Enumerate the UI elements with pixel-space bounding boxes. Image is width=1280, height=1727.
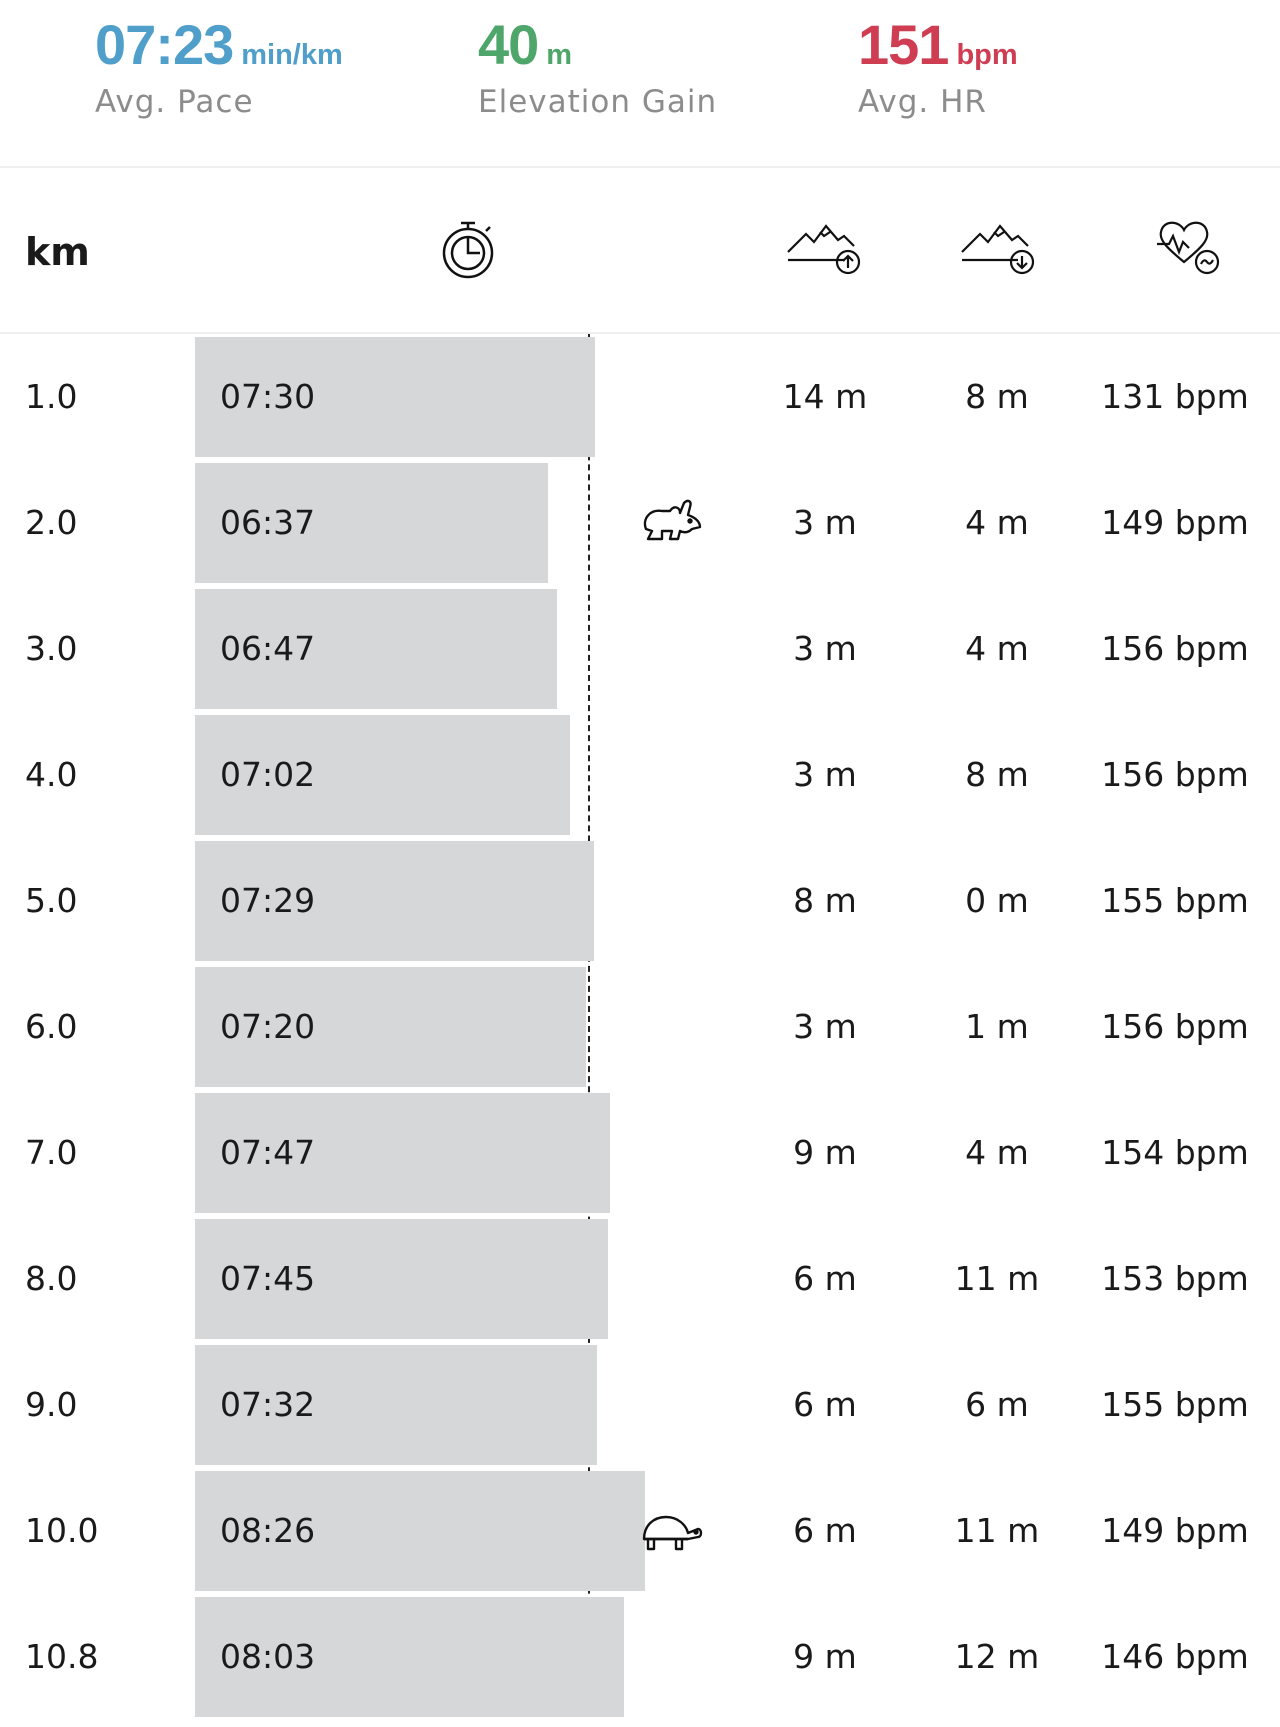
- avg-pace-unit: min/km: [241, 39, 343, 71]
- split-heart-rate: 156 bpm: [1101, 1007, 1249, 1046]
- elevation-gain-stat: [478, 14, 717, 120]
- split-elevation-up: 9 m: [793, 1637, 857, 1676]
- split-km: 8.0: [25, 1259, 78, 1298]
- avg-hr-unit: bpm: [956, 39, 1018, 71]
- turtle-icon: [640, 1503, 704, 1563]
- split-pace: 07:20: [220, 1007, 316, 1046]
- split-km: 5.0: [25, 881, 78, 920]
- split-row[interactable]: [0, 586, 1280, 712]
- split-elevation-down: 4 m: [965, 1133, 1029, 1172]
- split-km: 7.0: [25, 1133, 78, 1172]
- split-elevation-up: 8 m: [793, 881, 857, 920]
- elevation-gain-unit: m: [546, 39, 573, 71]
- summary-stats: [0, 0, 1280, 168]
- avg-hr-label: Avg. HR: [858, 84, 987, 120]
- split-row[interactable]: [0, 1594, 1280, 1720]
- split-heart-rate: 131 bpm: [1101, 377, 1249, 416]
- avg-hr-value: 151: [858, 13, 949, 76]
- split-heart-rate: 154 bpm: [1101, 1133, 1249, 1172]
- elevation-gain-value: 40: [478, 13, 539, 76]
- split-pace: 07:32: [220, 1385, 316, 1424]
- heart-rate-icon: [1155, 218, 1221, 282]
- splits-list: [0, 334, 1280, 1720]
- stopwatch-icon: [440, 218, 496, 284]
- elevation-up-icon: [786, 220, 862, 280]
- rabbit-icon: [640, 495, 704, 555]
- split-elevation-down: 8 m: [965, 755, 1029, 794]
- split-row[interactable]: [0, 712, 1280, 838]
- split-row[interactable]: [0, 1468, 1280, 1594]
- split-km: 1.0: [25, 377, 78, 416]
- elevation-down-icon: [960, 220, 1036, 280]
- split-pace: 06:47: [220, 629, 316, 668]
- split-heart-rate: 156 bpm: [1101, 629, 1249, 668]
- km-column-header: km: [25, 230, 90, 274]
- split-elevation-down: 4 m: [965, 629, 1029, 668]
- split-elevation-up: 3 m: [793, 1007, 857, 1046]
- split-row[interactable]: [0, 334, 1280, 460]
- split-elevation-down: 8 m: [965, 377, 1029, 416]
- split-pace: 08:03: [220, 1637, 316, 1676]
- avg-pace-stat: [95, 14, 343, 120]
- split-elevation-down: 6 m: [965, 1385, 1029, 1424]
- split-km: 3.0: [25, 629, 78, 668]
- split-km: 2.0: [25, 503, 78, 542]
- split-elevation-down: 4 m: [965, 503, 1029, 542]
- split-km: 6.0: [25, 1007, 78, 1046]
- split-heart-rate: 149 bpm: [1101, 1511, 1249, 1550]
- split-elevation-up: 3 m: [793, 755, 857, 794]
- split-pace: 07:47: [220, 1133, 316, 1172]
- split-row[interactable]: [0, 1090, 1280, 1216]
- split-elevation-down: 11 m: [954, 1511, 1040, 1550]
- split-pace: 07:30: [220, 377, 316, 416]
- avg-pace-label: Avg. Pace: [95, 84, 254, 120]
- split-km: 4.0: [25, 755, 78, 794]
- avg-pace-value-line: [95, 14, 343, 76]
- split-heart-rate: 156 bpm: [1101, 755, 1249, 794]
- split-elevation-up: 3 m: [793, 503, 857, 542]
- split-elevation-down: 0 m: [965, 881, 1029, 920]
- split-km: 10.0: [25, 1511, 99, 1550]
- split-row[interactable]: [0, 838, 1280, 964]
- split-elevation-up: 6 m: [793, 1259, 857, 1298]
- split-row[interactable]: [0, 460, 1280, 586]
- elevation-gain-value-line: [478, 14, 717, 76]
- split-row[interactable]: [0, 1342, 1280, 1468]
- split-elevation-down: 12 m: [954, 1637, 1040, 1676]
- split-row[interactable]: [0, 1216, 1280, 1342]
- split-pace: 06:37: [220, 503, 316, 542]
- avg-pace-value: 07:23: [95, 13, 234, 76]
- splits-header: [0, 168, 1280, 334]
- split-elevation-down: 11 m: [954, 1259, 1040, 1298]
- split-heart-rate: 149 bpm: [1101, 503, 1249, 542]
- split-pace: 07:45: [220, 1259, 316, 1298]
- avg-hr-stat: [858, 14, 1018, 120]
- split-pace: 07:02: [220, 755, 316, 794]
- split-elevation-up: 9 m: [793, 1133, 857, 1172]
- split-km: 9.0: [25, 1385, 78, 1424]
- avg-hr-value-line: [858, 14, 1018, 76]
- split-heart-rate: 155 bpm: [1101, 881, 1249, 920]
- split-elevation-up: 6 m: [793, 1511, 857, 1550]
- split-elevation-up: 14 m: [782, 377, 868, 416]
- elevation-gain-label: Elevation Gain: [478, 84, 718, 120]
- split-elevation-down: 1 m: [965, 1007, 1029, 1046]
- split-heart-rate: 155 bpm: [1101, 1385, 1249, 1424]
- split-row[interactable]: [0, 964, 1280, 1090]
- split-km: 10.8: [25, 1637, 99, 1676]
- split-elevation-up: 3 m: [793, 629, 857, 668]
- split-pace: 07:29: [220, 881, 316, 920]
- split-heart-rate: 153 bpm: [1101, 1259, 1249, 1298]
- split-elevation-up: 6 m: [793, 1385, 857, 1424]
- split-pace: 08:26: [220, 1511, 316, 1550]
- split-heart-rate: 146 bpm: [1101, 1637, 1249, 1676]
